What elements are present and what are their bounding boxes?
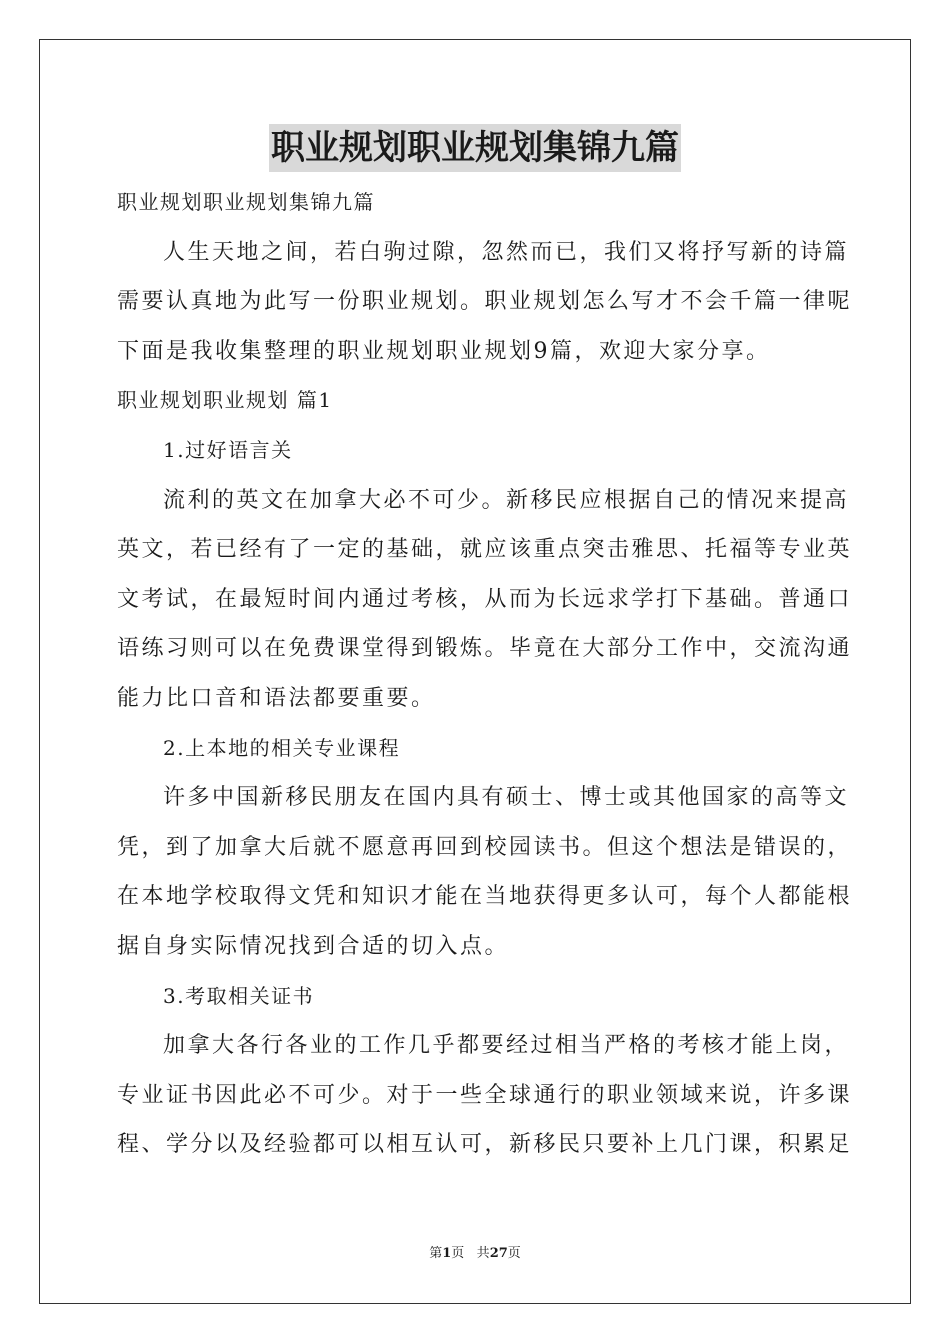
text-line: 下面是我收集整理的职业规划职业规划9篇，欢迎大家分享。 [117,338,771,364]
page-footer [0,1244,950,1264]
text-line: 凭，到了加拿大后就不愿意再回到校园读书。但这个想法是错误的， [117,834,853,860]
text-line: 英文，若已经有了一定的基础，就应该重点突击雅思、托福等专业英 [117,537,853,563]
text-line: 文考试，在最短时间内通过考核，从而为长远求学打下基础。普通口 [117,586,853,612]
text-line: 1.过好语言关 [163,437,293,462]
text-line: 需要认真地为此写一份职业规划。职业规划怎么写才不会千篇一律呢 [117,289,853,315]
document-body [117,178,853,1170]
page-total: 27 [489,1246,508,1261]
document-title: 职业规划职业规划集锦九篇 [269,124,681,172]
text-line: 3.考取相关证书 [163,983,315,1008]
page-current: 1 [442,1246,452,1261]
text-line: 加拿大各行各业的工作几乎都要经过相当严格的考核才能上岗， [163,1033,850,1059]
total-prefix: 共 [476,1246,490,1261]
text-line: 语练习则可以在免费课堂得到锻炼。毕竟在大部分工作中，交流沟通 [117,636,853,662]
text-line: 人生天地之间，若白驹过隙，忽然而已，我们又将抒写新的诗篇 [163,239,850,265]
page-prefix: 第 [429,1246,443,1261]
page-total-label [477,1246,521,1261]
text-line: 程、学分以及经验都可以相互认可，新移民只要补上几门课，积累足 [117,1132,853,1158]
total-suffix: 页 [507,1246,521,1261]
text-line: 职业规划职业规划 篇1 [117,388,333,413]
text-line: 2.上本地的相关专业课程 [163,735,401,760]
title-container [0,124,950,172]
text-line: 许多中国新移民朋友在国内具有硕士、博士或其他国家的高等文 [163,785,850,811]
text-line: 职业规划职业规划集锦九篇 [117,190,375,214]
text-line: 在本地学校取得文凭和知识才能在当地获得更多认可，每个人都能根 [117,884,853,910]
text-line: 流利的英文在加拿大必不可少。新移民应根据自己的情况来提高 [163,487,850,513]
text-line: 据自身实际情况找到合适的切入点。 [117,933,510,959]
page-number-label [429,1246,464,1261]
text-line: 专业证书因此必不可少。对于一些全球通行的职业领域来说，许多课 [117,1082,853,1108]
page-suffix: 页 [451,1246,465,1261]
text-line: 能力比口音和语法都要重要。 [117,685,436,711]
